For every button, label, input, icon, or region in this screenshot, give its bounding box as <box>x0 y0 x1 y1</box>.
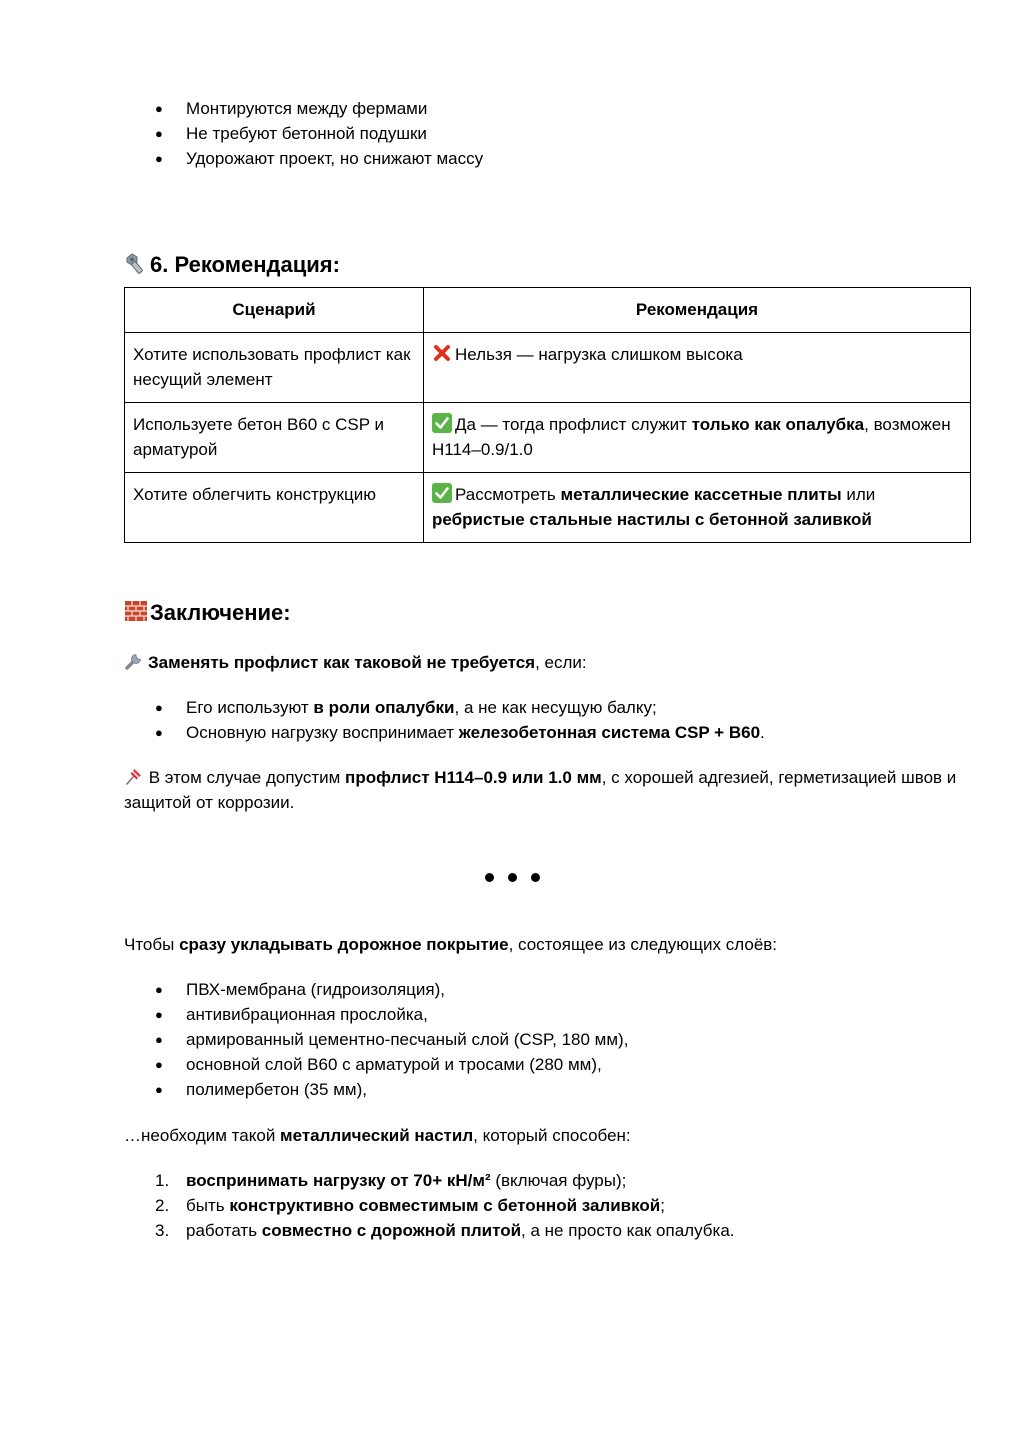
section-heading-recommendation: 6. Рекомендация: <box>124 250 970 280</box>
conclusion-note: В этом случае допустим профлист H114–0.9 или 1.0 мм, с хорошей адгезией, герметизацией швов и защитой от коррозии. <box>124 768 957 812</box>
pushpin-icon <box>124 766 144 786</box>
cross-mark-icon <box>432 343 452 363</box>
list-item: ● Его используют в роли опалубки, а не как несущую балку; <box>155 698 657 717</box>
list-item: ● армированный цементно-песчаный слой (CSP, 180 мм), <box>155 1030 629 1049</box>
recommendation-cell: Нельзя — нагрузка слишком высока <box>424 333 971 403</box>
conclusion-list <box>124 695 970 745</box>
list-item: ● основной слой B60 с арматурой и тросами (280 мм), <box>155 1055 602 1074</box>
list-item: ● ПВХ-мембрана (гидроизоляция), <box>155 980 445 999</box>
scenario-cell: Хотите облегчить конструкцию <box>125 473 424 543</box>
top-bullet-list <box>124 96 970 171</box>
nut-and-bolt-icon <box>124 251 146 273</box>
layers-list <box>124 977 970 1102</box>
scenario-cell: Хотите использовать профлист как несущий элемент <box>125 333 424 403</box>
scenario-cell: Используете бетон B60 с CSP и арматурой <box>125 403 424 473</box>
list-item: 2. быть конструктивно совместимым с бетонной заливкой; <box>155 1196 665 1215</box>
table-row <box>125 473 971 543</box>
intro-paragraph: Чтобы сразу укладывать дорожное покрытие, состоящее из следующих слоёв: <box>124 935 778 954</box>
section-separator <box>0 858 1024 889</box>
check-mark-icon <box>432 483 452 503</box>
list-item: 3. работать совместно с дорожной плитой, а не просто как опалубка. <box>155 1221 735 1240</box>
recommendation-table <box>124 287 970 543</box>
list-item: ● Основную нагрузку воспринимает железобетонная система CSP + B60. <box>155 723 765 742</box>
section-heading-conclusion: Заключение: <box>124 598 970 628</box>
wrench-icon <box>124 651 144 671</box>
list-item: ● Монтируются между фермами <box>155 99 428 118</box>
brick-icon <box>124 599 146 621</box>
list-item: ● Удорожают проект, но снижают массу <box>155 149 484 168</box>
column-header-scenario: Сценарий <box>125 288 424 333</box>
recommendation-cell: Да — тогда профлист служит только как опалубка, возможен H114–0.9/1.0 <box>424 403 971 473</box>
column-header-recommendation: Рекомендация <box>424 288 971 333</box>
conclusion-lead: Заменять профлист как таковой не требуется, если: <box>124 650 970 675</box>
list-item: ● полимербетон (35 мм), <box>155 1080 367 1099</box>
list-item: ● антивибрационная прослойка, <box>155 1005 428 1024</box>
table-row <box>125 403 971 473</box>
requirements-list <box>124 1168 970 1243</box>
table-row <box>125 333 971 403</box>
list-item: 1. воспринимать нагрузку от 70+ кН/м² (включая фуры); <box>155 1171 627 1190</box>
list-item: ● Не требуют бетонной подушки <box>155 124 427 143</box>
check-mark-icon <box>432 413 452 433</box>
requirement-paragraph: …необходим такой металлический настил, который способен: <box>124 1126 631 1145</box>
recommendation-cell: Рассмотреть металлические кассетные плиты или ребристые стальные настилы с бетонной заливкой <box>424 473 971 543</box>
table-header-row <box>125 288 971 333</box>
